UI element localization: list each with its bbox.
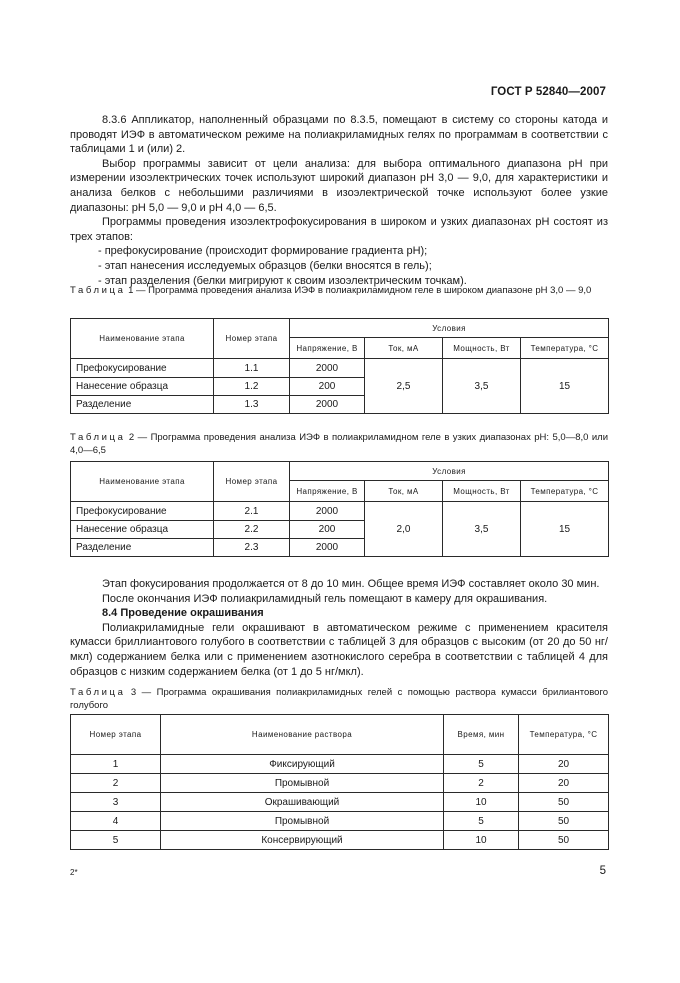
header-temperature: Температура, °С [521, 338, 609, 359]
paragraph: Выбор программы зависит от цели анализа: для выбора оптимального диапазона pH при измерении изоэлектрических точек используют широкий диапазон pH 3,0 — 9,0, для характеристики и анализа белков с небольшими различиями в изоэлектрической точке используют более узкие диапазоны: pH 5,0 — 9,0 и pH 4,0 — 6,5. [70, 157, 608, 214]
cell-solution-name: Фиксирующий [161, 755, 444, 774]
header-temperature: Температура, °С [519, 715, 609, 755]
cell-solution-name: Промывной [161, 812, 444, 831]
table-word: Таблица [70, 432, 126, 443]
header-stage-number: Номер этапа [214, 319, 290, 359]
cell-stage-number: 1.2 [214, 378, 290, 396]
cell-solution-name: Промывной [161, 774, 444, 793]
cell-stage-number: 1 [71, 755, 161, 774]
table-row [71, 502, 609, 521]
cell-temperature: 50 [519, 812, 609, 831]
cell-stage-number: 2.3 [214, 539, 290, 557]
paragraph: 8.3.6 Аппликатор, наполненный образцами по 8.3.5, помещают в систему со стороны катода и проводят ИЭФ в автоматическом режиме на полиакриламидных гелях по программам в соответствии с таблицами 1 и (или) 2. [70, 114, 608, 156]
cell-time: 5 [444, 755, 519, 774]
header-stage-name: Наименование этапа [71, 319, 214, 359]
cell-time: 5 [444, 812, 519, 831]
paragraph: После окончания ИЭФ полиакриламидный гель помещают в камеру для окрашивания. [102, 592, 548, 605]
caption-text: 3 — Программа окрашивания полиакриламидных гелей с помощью раствора кумасси брилиантового голубого [70, 687, 608, 711]
cell-stage-number: 1.3 [214, 396, 290, 414]
header-stage-number: Номер этапа [71, 715, 161, 755]
cell-voltage: 2000 [290, 359, 365, 378]
header-stage-name: Наименование этапа [71, 462, 214, 502]
header-voltage: Напряжение, В [290, 338, 365, 359]
table-row [71, 774, 609, 793]
table-word: Таблица [70, 285, 126, 296]
cell-temperature: 20 [519, 774, 609, 793]
sheet-mark: 2* [70, 868, 78, 877]
cell-stage-number: 2.1 [214, 502, 290, 521]
header-power: Мощность, Вт [443, 481, 521, 502]
section-heading: 8.4 Проведение окрашивания [102, 607, 264, 620]
caption-text: 2 — Программа проведения анализа ИЭФ в полиакриламидном геле в узких диапазонах pH: 5,0—8,0 или 4,0—6,5 [70, 432, 609, 456]
header-stage-number: Номер этапа [214, 462, 290, 502]
table-row [71, 793, 609, 812]
header-conditions: Условия [290, 462, 609, 481]
header-current: Ток, мА [365, 481, 443, 502]
table3 [70, 714, 609, 850]
cell-voltage: 200 [290, 521, 365, 539]
cell-solution-name: Окрашивающий [161, 793, 444, 812]
list-item: - этап нанесения исследуемых образцов (белки вносятся в гель); [98, 259, 432, 272]
header-temperature: Температура, °С [521, 481, 609, 502]
header-current: Ток, мА [365, 338, 443, 359]
cell-voltage: 2000 [290, 539, 365, 557]
cell-stage-name: Разделение [71, 539, 214, 557]
cell-time: 10 [444, 793, 519, 812]
cell-voltage: 2000 [290, 502, 365, 521]
cell-time: 10 [444, 831, 519, 850]
cell-current: 2,0 [365, 502, 443, 557]
caption-text: 1 — Программа проведения анализа ИЭФ в полиакриламидном геле в широком диапазоне pH 3,0 — 9,0 [128, 285, 592, 296]
cell-stage-number: 2.2 [214, 521, 290, 539]
list-item: - этап разделения (белки мигрируют к своим изоэлектрическим точкам). [98, 274, 467, 287]
table2-caption [70, 432, 608, 457]
paragraph: Полиакриламидные гели окрашивают в автоматическом режиме с применением красителя кумасси бриллиантового голубого в соответствии с таблицей 3 для образцов с высоким (от 20 до 50 нг/мкл) содержанием белка или с применением азотнокислого серебра в соответствии с таблицей 4 для образцов с низким содержанием белка (от 1 до 5 нг/мкл). [70, 621, 608, 678]
cell-voltage: 200 [290, 378, 365, 396]
cell-temperature: 15 [521, 502, 609, 557]
header-conditions: Условия [290, 319, 609, 338]
header-time: Время, мин [444, 715, 519, 755]
table-row [71, 359, 609, 378]
cell-power: 3,5 [443, 502, 521, 557]
list-item: - префокусирование (происходит формирование градиента pH); [98, 245, 428, 258]
table-row [71, 812, 609, 831]
intro-section [70, 113, 608, 288]
cell-stage-name: Нанесение образца [71, 521, 214, 539]
cell-stage-number: 1.1 [214, 359, 290, 378]
table-row [71, 831, 609, 850]
paragraph: Этап фокусирования продолжается от 8 до 10 мин. Общее время ИЭФ составляет около 30 мин. [102, 578, 600, 590]
cell-time: 2 [444, 774, 519, 793]
cell-stage-name: Префокусирование [71, 502, 214, 521]
table-row [71, 755, 609, 774]
cell-voltage: 2000 [290, 396, 365, 414]
staining-section [70, 577, 608, 679]
cell-stage-number: 4 [71, 812, 161, 831]
table1-caption [70, 285, 608, 298]
table3-caption [70, 687, 608, 712]
cell-temperature: 50 [519, 793, 609, 812]
paragraph: Программы проведения изоэлектрофокусирования в широком и узких диапазонах pH состоят из трех этапов: [70, 216, 608, 243]
table2 [70, 461, 609, 557]
header-power: Мощность, Вт [443, 338, 521, 359]
cell-temperature: 50 [519, 831, 609, 850]
table1 [70, 318, 609, 414]
header-voltage: Напряжение, В [290, 481, 365, 502]
header-solution-name: Наименование раствора [161, 715, 444, 755]
cell-stage-number: 2 [71, 774, 161, 793]
table-word: Таблица [70, 687, 126, 698]
cell-power: 3,5 [443, 359, 521, 414]
standard-code: ГОСТ Р 52840—2007 [490, 86, 606, 98]
cell-solution-name: Консервирующий [161, 831, 444, 850]
cell-current: 2,5 [365, 359, 443, 414]
cell-stage-name: Разделение [71, 396, 214, 414]
cell-stage-number: 5 [71, 831, 161, 850]
cell-stage-name: Префокусирование [71, 359, 214, 378]
page-number: 5 [599, 865, 606, 877]
cell-temperature: 20 [519, 755, 609, 774]
cell-stage-number: 3 [71, 793, 161, 812]
cell-temperature: 15 [521, 359, 609, 414]
cell-stage-name: Нанесение образца [71, 378, 214, 396]
